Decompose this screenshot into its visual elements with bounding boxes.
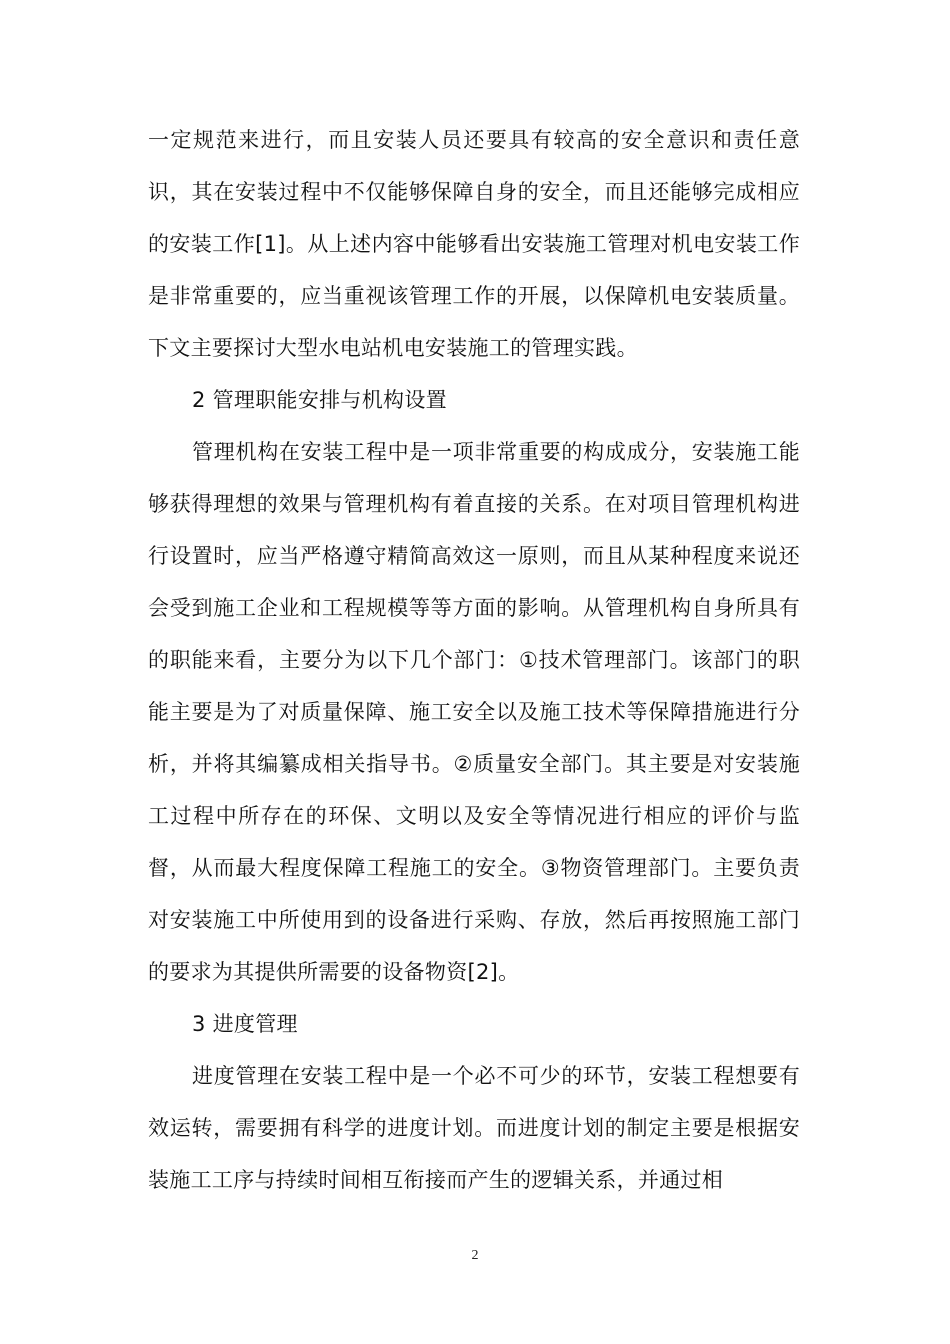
section-heading-3: 3 进度管理 <box>192 1012 298 1036</box>
page-number: 2 <box>471 1248 479 1263</box>
document-body <box>148 114 800 1206</box>
section-heading-2: 2 管理职能安排与机构设置 <box>192 388 447 412</box>
body-paragraph-1: 一定规范来进行，而且安装人员还要具有较高的安全意识和责任意识，其在安装过程中不仅能够保障自身的安全，而且还能够完成相应的安装工作[1]。从上述内容中能够看出安装施工管理对机电安装工作是非常重要的，应当重视该管理工作的开展，以保障机电安装质量。下文主要探讨大型水电站机电安装施工的管理实践。 <box>148 128 800 360</box>
body-paragraph-3: 进度管理在安装工程中是一个必不可少的环节，安装工程想要有效运转，需要拥有科学的进度计划。而进度计划的制定主要是根据安装施工工序与持续时间相互衔接而产生的逻辑关系，并通过相 <box>148 1064 800 1192</box>
body-paragraph-2: 管理机构在安装工程中是一项非常重要的构成成分，安装施工能够获得理想的效果与管理机构有着直接的关系。在对项目管理机构进行设置时，应当严格遵守精简高效这一原则，而且从某种程度来说还会受到施工企业和工程规模等等方面的影响。从管理机构自身所具有的职能来看，主要分为以下几个部门：①技术管理部门。该部门的职能主要是为了对质量保障、施工安全以及施工技术等保障措施进行分析，并将其编纂成相关指导书。②质量安全部门。其主要是对安装施工过程中所存在的环保、文明以及安全等情况进行相应的评价与监督，从而最大程度保障工程施工的安全。③物资管理部门。主要负责对安装施工中所使用到的设备进行采购、存放，然后再按照施工部门的要求为其提供所需要的设备物资[2]。 <box>148 440 800 984</box>
